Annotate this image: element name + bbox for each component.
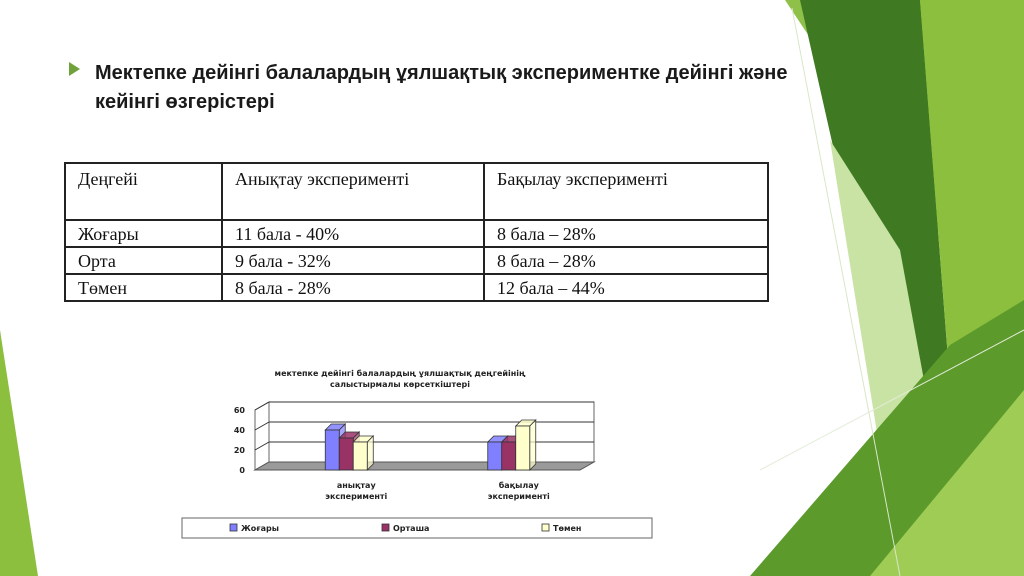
chart-legend-label: Орташа <box>393 524 430 533</box>
chart-bar-front <box>488 442 502 470</box>
chart-bar <box>353 436 373 470</box>
table-cell: 11 бала - 40% <box>222 220 484 247</box>
chart-legend <box>182 518 652 538</box>
chart-bar-front <box>516 426 530 470</box>
chart-legend-swatch <box>542 524 549 531</box>
chart-floor <box>255 462 594 470</box>
table-cell: 12 бала – 44% <box>484 274 768 301</box>
chart-legend-swatch <box>230 524 237 531</box>
chart-bar-side <box>530 420 536 470</box>
chart-title-line: салыстырмалы көрсеткіштері <box>329 380 471 389</box>
table-header-cell: Бақылау эксперименті <box>484 163 768 220</box>
deco-shape <box>0 330 38 576</box>
bullet-arrow-icon <box>69 62 80 76</box>
chart-x-tick-label: эксперименті <box>487 492 550 501</box>
comparison-bar-chart <box>150 365 670 550</box>
chart-bar-front <box>325 430 339 470</box>
table-cell: 9 бала - 32% <box>222 247 484 274</box>
chart-legend-swatch <box>382 524 389 531</box>
table-row <box>65 274 768 301</box>
table-header-cell: Анықтау эксперименті <box>222 163 484 220</box>
table-cell: Жоғары <box>65 220 222 247</box>
chart-bar <box>516 420 536 470</box>
table-cell: 8 бала - 28% <box>222 274 484 301</box>
table-cell: Орта <box>65 247 222 274</box>
table-row <box>65 247 768 274</box>
chart-title-line: мектепке дейінгі балалардың ұялшақтық деңгейінің <box>274 369 526 378</box>
chart-back-wall <box>269 402 594 462</box>
chart-y-tick-label: 40 <box>233 426 245 435</box>
chart-side-wall <box>255 402 269 470</box>
chart-bar-front <box>339 438 353 470</box>
chart-y-tick-label: 60 <box>233 406 245 415</box>
chart-legend-label: Жоғары <box>241 524 279 533</box>
chart-y-tick-label: 20 <box>233 446 245 455</box>
table-cell: Төмен <box>65 274 222 301</box>
table-header-cell: Деңгейі <box>65 163 222 220</box>
chart-bar-front <box>353 442 367 470</box>
chart-x-tick-label: бақылау <box>498 481 539 490</box>
table-cell: 8 бала – 28% <box>484 247 768 274</box>
chart-plot-area <box>234 402 594 501</box>
chart-bar-front <box>502 442 516 470</box>
table-cell: 8 бала – 28% <box>484 220 768 247</box>
chart-legend-label: Төмен <box>553 524 582 533</box>
table-header-row <box>65 163 768 220</box>
results-table <box>64 162 769 302</box>
chart-x-tick-label: эксперименті <box>325 492 388 501</box>
chart-bar-side <box>367 436 373 470</box>
table-row <box>65 220 768 247</box>
chart-y-tick-label: 0 <box>239 466 245 475</box>
slide-title: Мектепке дейінгі балалардың ұялшақтық экспериментке дейінгі және кейінгі өзгерістері <box>95 62 788 113</box>
chart-x-tick-label: анықтау <box>336 481 376 490</box>
